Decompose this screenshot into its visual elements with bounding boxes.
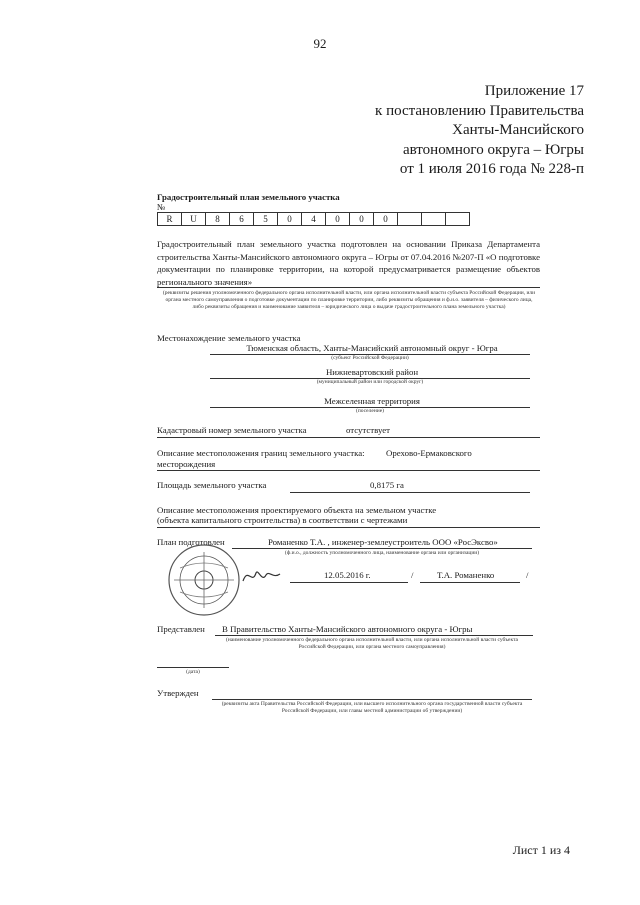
- prepared-name: Т.А. Романенко: [437, 570, 495, 580]
- page-number: 92: [313, 36, 327, 51]
- sheet-counter: Лист 1 из 4: [512, 843, 570, 857]
- basis-paragraph: Градостроительный план земельного участка подготовлен на основании Приказа Департамента строительства Ханты-Мансийского автономного округа – Югры от 07.04.2016 №207-П «О подготовке документации по планировке территории, на которой предусматривается размещение объектов регионального значения»: [157, 239, 540, 287]
- ru-code-cell: [398, 213, 422, 226]
- basis-caption: (реквизиты решения уполномоченного федерального органа исполнительной власти, или органа исполнительной власти субъекта Российской Федерации, или органа местного самоуправления о подготовке документации по планировке территории, либо реквизиты обращения и ф.и.о. заявителя – физического лица, либо реквизиты обращения и наименование заявителя – юридического лица о выдаче градостроительного плана земельного участка): [162, 290, 536, 310]
- cadastral-value: отсутствует: [346, 425, 391, 435]
- location-subject: Тюменская область, Ханты-Мансийский автономный округ - Югра: [246, 343, 498, 353]
- document-title: Градостроительный план земельного участка: [157, 192, 340, 202]
- location-label: Местонахождение земельного участка: [157, 333, 301, 343]
- appendix-line: автономного округа – Югры: [402, 141, 584, 158]
- ru-code-cell: U: [182, 213, 206, 226]
- boundaries-value-line2: месторождения: [157, 459, 216, 469]
- area-value: 0,8175 га: [370, 480, 404, 490]
- number-label: №: [157, 202, 166, 212]
- boundaries-label: Описание местоположения границ земельного участка:: [157, 448, 365, 458]
- location-district: Нижневартовский район: [325, 367, 419, 377]
- boundaries-value: Орехово-Ермаковского: [386, 448, 472, 458]
- signature-icon: [240, 565, 285, 587]
- ru-code-cell: 0: [278, 213, 302, 226]
- ru-code-cell: R: [158, 213, 182, 226]
- appendix-line: Ханты-Мансийского: [452, 122, 584, 138]
- prepared-date: 12.05.2016 г.: [324, 570, 371, 580]
- ru-code-cell: 6: [230, 213, 254, 226]
- ru-code-cell: 0: [374, 213, 398, 226]
- location-subject-caption: (субъект Российской Федерации): [331, 355, 409, 361]
- seal-stamp: [160, 540, 250, 620]
- presented-label: Представлен: [157, 624, 205, 634]
- location-settlement-caption: (поселение): [356, 408, 384, 414]
- date-caption: (дата): [186, 669, 200, 675]
- ru-code-cell: 0: [350, 213, 374, 226]
- object-description-line1: Описание местоположения проектируемого объекта на земельном участке: [157, 505, 437, 515]
- object-description-line2: (объекта капитального строительства) в соответствии с чертежами: [157, 515, 408, 525]
- ru-code-cell: 8: [206, 213, 230, 226]
- appendix-line: Приложение 17: [484, 83, 584, 99]
- ru-code-cell: 4: [302, 213, 326, 226]
- location-district-caption: (муниципальный район или городской округ): [316, 379, 424, 385]
- ru-code-cell: [446, 213, 470, 226]
- approved-label: Утвержден: [157, 688, 199, 698]
- ru-code-cell: [422, 213, 446, 226]
- ru-code-table: [157, 212, 470, 226]
- appendix-header: [375, 82, 584, 180]
- ru-code-cell: 5: [254, 213, 278, 226]
- presented-value: В Правительство Ханты-Мансийского автономного округа - Югры: [222, 624, 473, 634]
- prepared-value: Романенко Т.А. , инженер-землеустроитель ООО «РосЭксво»: [268, 537, 498, 547]
- prepared-caption: (ф.и.о., должность уполномоченного лица, наименование органа или организации): [284, 550, 480, 556]
- location-settlement: Межселенная территория: [324, 396, 420, 406]
- appendix-line: от 1 июля 2016 года № 228-п: [399, 161, 584, 177]
- ru-code-cell: 0: [326, 213, 350, 226]
- approved-caption: (реквизиты акта Правительства Российской Федерации, или высшего исполнительного органа государственной власти субъекта Российской Федерации, или главы местной администрации об утверждении): [221, 701, 523, 714]
- appendix-line: к постановлению Правительства: [375, 102, 584, 119]
- presented-caption: (наименование уполномоченного федерального органа исполнительной власти, или органа исполнительной власти субъекта Российской Федерации, или органа местного самоуправления): [226, 637, 518, 650]
- area-label: Площадь земельного участка: [157, 480, 267, 490]
- cadastral-label: Кадастровый номер земельного участка: [157, 425, 307, 435]
- prepared-label: План подготовлен: [157, 537, 225, 547]
